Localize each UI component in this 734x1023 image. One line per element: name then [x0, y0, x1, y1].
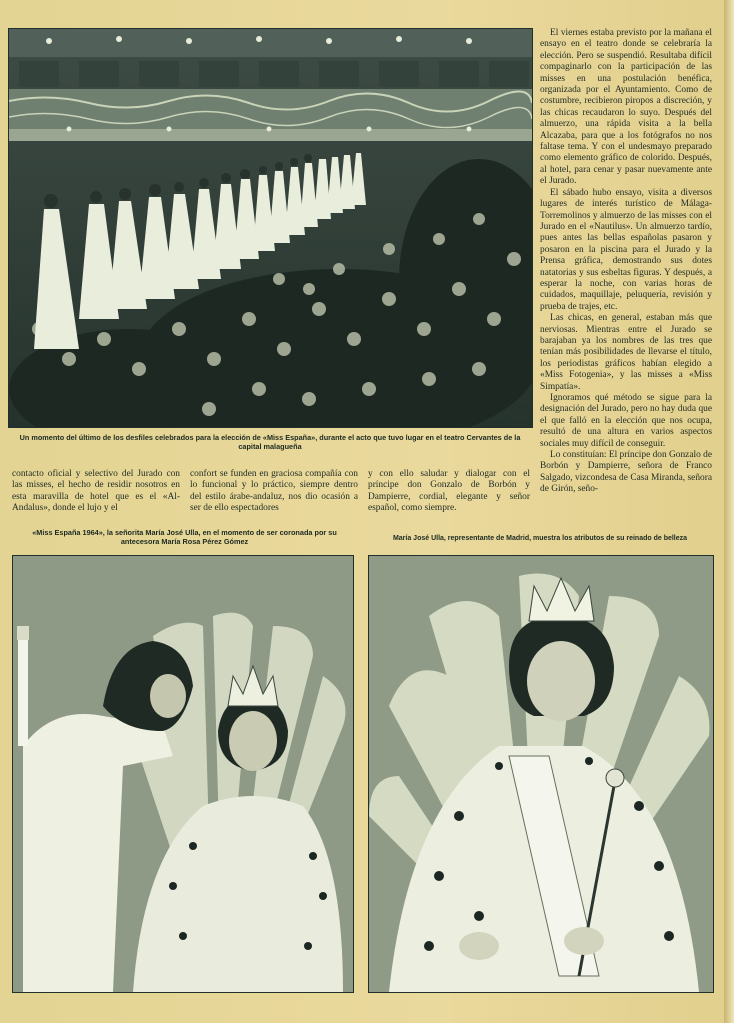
paragraph: Lo constituían: El príncipe don Gonzalo de Borbón y Dampierre, señora de Franco Salgado, vizcondesa de Casa Miranda, señora de Girón, seño- — [540, 450, 712, 495]
portrait-caption: María José Ulla, representante de Madrid, muestra los atributos de su reinado de belleza — [392, 535, 688, 542]
theater-photo — [8, 28, 533, 428]
article-lower-column-2: confort se funden en graciosa compañía con lo funcional y lo práctico, siempre dentro del estilo árabe-andaluz, nos dio ocasión a ser de ello espectadores — [190, 469, 358, 513]
paragraph: Las chicas, en general, estaban más que nerviosas. Mientras entre el Jurado se barajaban ya los nombres de las tres que tenían más posibilidades de llevarse el título, los periodistas gráficos habían elegido a «Miss Fotogenia», y las misses a «Miss Simpatía». — [540, 313, 712, 392]
paragraph: Ignoramos qué método se sigue para la designación del Jurado, pero no hay duda que el que falló en la elección que nos ocupa, resultó de una altura en varios aspectos sociales muy difícil de conseguir. — [540, 393, 712, 449]
paragraph: El viernes estaba previsto por la mañana el ensayo en el teatro donde se celebraría la elección. Pero se suspendió. Resultaba difícil compaginarlo con la participación de las misses en una postulación benéfica, organizada por el Ayuntamiento. Como de costumbre, recibieron piropos a discreción, y las chicas recaudaron lo suyo. Después del almuerzo, una rápida visita a la bella Alcazaba, para que a los fotógrafos no nos faltase tema. Y con el undesmayo preparado como elemento gráfico de colorido. Después, al hotel, para cenar y pasar nuevamente ante el Jurado. — [540, 28, 712, 187]
paragraph: El sábado hubo ensayo, visita a diversos lugares de interés turístico de Málaga-Torremolinos y almuerzo de las misses con el Jurado en el «Nautilus». Un almuerzo tardío, pues antes las bellas españolas pasaron y posaron en la piscina para el Jurado y la Prensa gráfica, demostrando sus dotes natatorias y sus esbeltas figuras. Y después, a esperar la noche, con varias horas de cuidados, maquillaje, peluquería, revisión y prueba de trajes, etc. — [540, 187, 712, 312]
article-right-column — [540, 28, 712, 496]
portrait-photo — [368, 555, 714, 993]
coronation-photo — [12, 555, 354, 993]
article-lower-column-1: contacto oficial y selectivo del Jurado con las misses, el hecho de residir nosotros en esta maravilla de hotel que es el «Al-Andalus», donde el lujo y el — [12, 469, 180, 513]
theater-caption: Un momento del último de los desfiles celebrados para la elección de «Miss España», durante el acto que tuvo lugar en el teatro Cervantes de la capital malagueña — [19, 433, 521, 451]
coronation-caption: «Miss España 1964», la señorita María José Ulla, en el momento de ser coronada por su antecesora María Rosa Pérez Gómez — [32, 528, 337, 546]
page-edge — [724, 0, 734, 1023]
article-lower-column-3: y con ello saludar y dialogar con el príncipe don Gonzalo de Borbón y Dampierre, cordial, elegante y señor español, como siempre. — [368, 469, 530, 513]
